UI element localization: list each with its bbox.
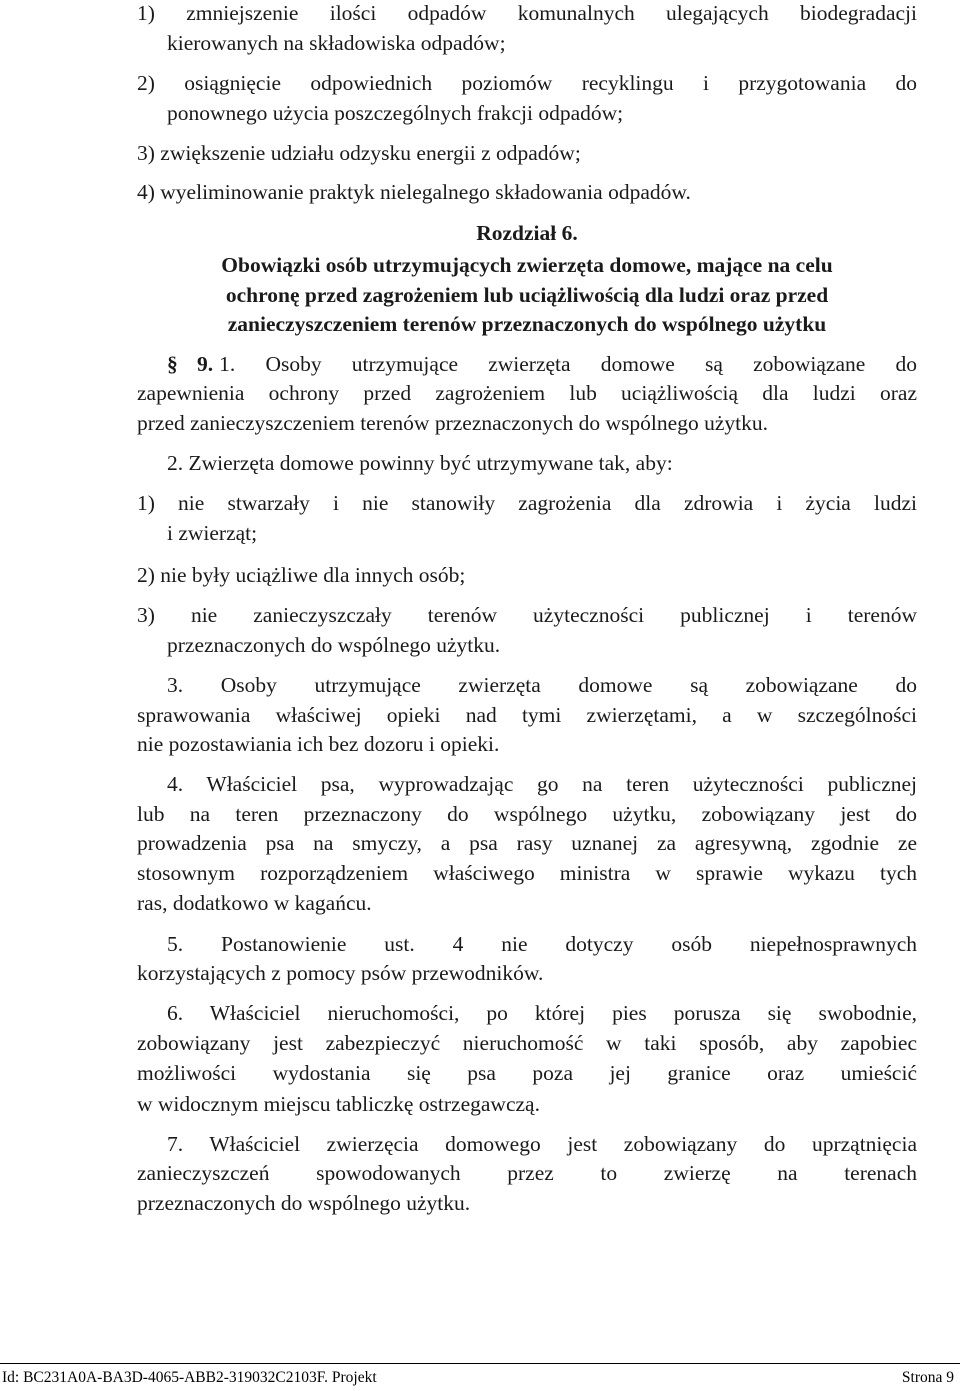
section-9-paragraph-6-line-2: zobowiązany jest zabezpieczyć nieruchomość w taki sposób, aby zapobiec	[137, 1031, 917, 1055]
section-9-paragraph-7-line-2: zanieczyszczeń spowodowanych przez to zwierzę na terenach	[137, 1161, 917, 1185]
footer-divider	[0, 1363, 960, 1364]
section-9-paragraph-7-line-3: przeznaczonych do wspólnego użytku.	[137, 1191, 471, 1215]
paragraph-2-item-3-line-1: 3) nie zanieczyszczały terenów użyteczności publicznej i terenów	[137, 603, 917, 627]
section-9-paragraph-1-line-1	[167, 349, 917, 379]
section-9-paragraph-6-line-4: w widocznym miejscu tabliczkę ostrzegawczą.	[137, 1092, 540, 1116]
section-9-paragraph-3-line-1: 3. Osoby utrzymujące zwierzęta domowe są zobowiązane do	[167, 673, 917, 697]
section-9-paragraph-6-line-3: możliwości wydostania się psa poza jej granice oraz umieścić	[137, 1061, 917, 1085]
intro-item-4: 4) wyeliminowanie praktyk nielegalnego składowania odpadów.	[137, 180, 691, 204]
paragraph-2-item-3-line-2: przeznaczonych do wspólnego użytku.	[167, 633, 501, 657]
intro-item-3: 3) zwiększenie udziału odzysku energii z odpadów;	[137, 141, 581, 165]
section-9-paragraph-7-line-1: 7. Właściciel zwierzęcia domowego jest zobowiązany do uprzątnięcia	[167, 1132, 917, 1156]
section-9-paragraph-1-line-2: zapewnienia ochrony przed zagrożeniem lub uciążliwością dla ludzi oraz	[137, 381, 917, 405]
intro-item-1-line-1: 1) zmniejszenie ilości odpadów komunalnych ulegających biodegradacji	[137, 1, 917, 25]
footer-document-id: Id: BC231A0A-BA3D-4065-ABB2-319032C2103F. Projekt	[2, 1369, 377, 1386]
section-9-paragraph-5-line-1: 5. Postanowienie ust. 4 nie dotyczy osób niepełnosprawnych	[167, 932, 917, 956]
chapter-title-line-1: Obowiązki osób utrzymujących zwierzęta domowe, mające na celu	[221, 253, 833, 277]
chapter-title-line-2: ochronę przed zagrożeniem lub uciążliwością dla ludzi oraz przed	[225, 283, 829, 307]
paragraph-2-item-2: 2) nie były uciążliwe dla innych osób;	[137, 563, 466, 587]
section-9-paragraph-4-line-1: 4. Właściciel psa, wyprowadzając go na teren użyteczności publicznej	[167, 772, 917, 796]
section-9-paragraph-6-line-1: 6. Właściciel nieruchomości, po której pies porusza się swobodnie,	[167, 1001, 917, 1025]
section-9-paragraph-4-line-4: stosownym rozporządzeniem właściwego ministra w sprawie wykazu tych	[137, 861, 917, 885]
paragraph-2-item-1-line-1: 1) nie stwarzały i nie stanowiły zagrożenia dla zdrowia i życia ludzi	[137, 491, 917, 515]
section-9-paragraph-4-line-2: lub na teren przeznaczony do wspólnego użytku, zobowiązany jest do	[137, 802, 917, 826]
section-9-paragraph-5-line-2: korzystających z pomocy psów przewodników.	[137, 961, 544, 985]
intro-item-2-line-2: ponownego użycia poszczególnych frakcji odpadów;	[167, 101, 624, 125]
section-9-paragraph-4-line-3: prowadzenia psa na smyczy, a psa rasy uznanej za agresywną, zgodnie ze	[137, 831, 917, 855]
section-9-paragraph-3-line-2: sprawowania właściwej opieki nad tymi zwierzętami, a w szczególności	[137, 703, 917, 727]
section-number: 9.	[197, 352, 214, 376]
section-9-paragraph-3-line-3: nie pozostawiania ich bez dozoru i opieki.	[137, 732, 500, 756]
paragraph-2-item-1-line-2: i zwierząt;	[167, 521, 258, 545]
chapter-title-line-3: zanieczyszczeniem terenów przeznaczonych do wspólnego użytku	[227, 312, 827, 336]
intro-item-1-line-2: kierowanych na składowiska odpadów;	[167, 31, 506, 55]
section-9-paragraph-1-text: 1. Osoby utrzymujące zwierzęta domowe są zobowiązane do	[219, 352, 917, 376]
chapter-number: Rozdział 6.	[476, 221, 578, 245]
section-9-paragraph-2-intro: 2. Zwierzęta domowe powinny być utrzymywane tak, aby:	[167, 451, 673, 475]
section-9-paragraph-4-line-5: ras, dodatkowo w kagańcu.	[137, 891, 372, 915]
intro-item-2-line-1: 2) osiągnięcie odpowiednich poziomów recyklingu i przygotowania do	[137, 71, 917, 95]
paragraph-symbol: §	[167, 352, 178, 376]
footer-page-number: Strona 9	[901, 1369, 954, 1386]
section-9-paragraph-1-line-3: przed zanieczyszczeniem terenów przeznaczonych do wspólnego użytku.	[137, 411, 768, 435]
